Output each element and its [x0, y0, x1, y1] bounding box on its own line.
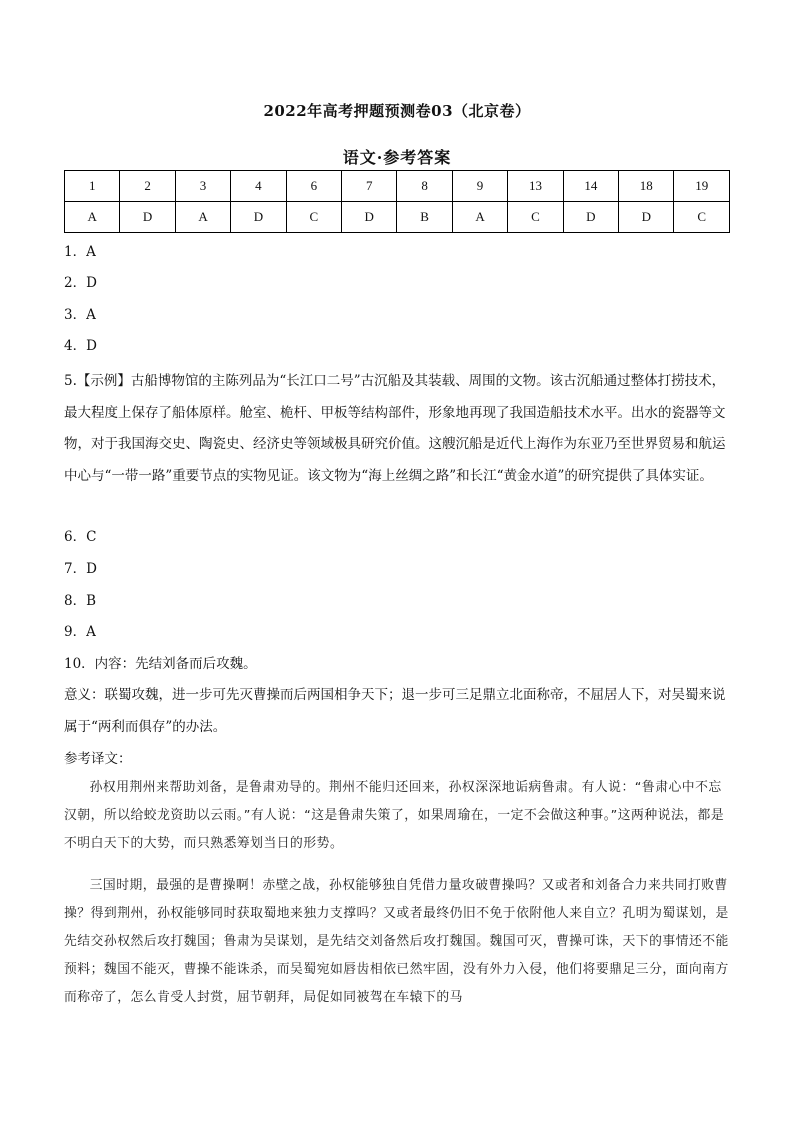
reference-translation-label: 参考译文：	[64, 751, 132, 767]
answer-letter-cell: D	[563, 202, 618, 233]
answer-letter-cell: D	[120, 202, 175, 233]
answer-item-10-content: 10．内容：先结刘备而后攻魏。	[64, 656, 257, 672]
translation-paragraph-1: 孙权用荆州来帮助刘备，是鲁肃劝导的。荆州不能归还回来，孙权深深地诟病鲁肃。有人说：“鲁肃心中不忘汉朝，所以给蛟龙资助以云雨。”有人说：“这是鲁肃失策了，如果周瑜在，一定不会做这种事。”这两种说法，都是不明白天下的大势，而只熟悉筹划当日的形势。	[64, 780, 725, 851]
answer-table	[64, 170, 730, 233]
answer-letter-cell: D	[619, 202, 674, 233]
answer-letter-cell: A	[175, 202, 230, 233]
question-number-cell: 14	[563, 171, 618, 202]
answer-item-6: 6．C	[64, 529, 97, 545]
question-number-cell: 9	[452, 171, 507, 202]
question-number-cell: 18	[619, 171, 674, 202]
answer-item-1: 1．A	[64, 244, 96, 260]
answer-letter-row	[65, 202, 730, 233]
document-title: 2022年高考押题预测卷03（北京卷）	[263, 102, 531, 120]
answer-item-2: 2．D	[64, 275, 97, 291]
answer-item-7: 7．D	[64, 561, 97, 577]
question-number-cell: 6	[286, 171, 341, 202]
question-number-cell: 4	[231, 171, 286, 202]
question-number-cell: 2	[120, 171, 175, 202]
question-number-cell: 8	[397, 171, 452, 202]
answer-item-3: 3．A	[64, 307, 96, 323]
translation-paragraph-2: 三国时期，最强的是曹操啊！赤壁之战，孙权能够独自凭借力量攻破曹操吗？又或者和刘备合力来共同打败曹操？得到荆州，孙权能够同时获取蜀地来独力支撑吗？又或者最终仍旧不免于依附他人来自立？孔明为蜀谋划，是先结交孙权然后攻打魏国；鲁肃为吴谋划，是先结交刘备然后攻打魏国。魏国可灭，曹操可诛，天下的事情还不能预料；魏国不能灭，曹操不能诛杀，而吴蜀宛如唇齿相依已然牢固，没有外力入侵，他们将要鼎足三分，面向南方而称帝了，怎么肯受人封赏，屈节朝拜，局促如同被驾在车辕下的马	[64, 878, 729, 1005]
answer-letter-cell: A	[65, 202, 120, 233]
answer-letter-cell: C	[286, 202, 341, 233]
document-subtitle: 语文·参考答案	[342, 148, 452, 167]
answer-item-8: 8．B	[64, 593, 97, 609]
question-number-row	[65, 171, 730, 202]
answer-item-4: 4．D	[64, 338, 97, 354]
answer-letter-cell: D	[342, 202, 397, 233]
question-number-cell: 13	[508, 171, 563, 202]
answer-item-9: 9．A	[64, 624, 96, 640]
question-number-cell: 3	[175, 171, 230, 202]
answer-letter-cell: A	[452, 202, 507, 233]
question-number-cell: 1	[65, 171, 120, 202]
answer-letter-cell: D	[231, 202, 286, 233]
question-number-cell: 19	[674, 171, 730, 202]
question-number-cell: 7	[342, 171, 397, 202]
answer-item-5: 5.【示例】古船博物馆的主陈列品为“长江口二号”古沉船及其装载、周围的文物。该古沉船通过整体打捞技术，最大程度上保存了船体原样。舱室、桅杆、甲板等结构部件，形象地再现了我国造船技术水平。出水的瓷器等文物，对于我国海交史、陶瓷史、经济史等领域极具研究价值。这艘沉船是近代上海作为东亚乃至世界贸易和航运中心与“一带一路”重要节点的实物见证。该文物为“海上丝绸之路”和长江“黄金水道”的研究提供了具体实证。	[64, 373, 726, 485]
answer-letter-cell: C	[674, 202, 730, 233]
answer-letter-cell: B	[397, 202, 452, 233]
answer-item-10-meaning: 意义：联蜀攻魏，进一步可先灭曹操而后两国相争天下；退一步可三足鼎立北面称帝，不屈居人下，对吴蜀来说属于“两利而俱存”的办法。	[64, 687, 726, 735]
answer-letter-cell: C	[508, 202, 563, 233]
